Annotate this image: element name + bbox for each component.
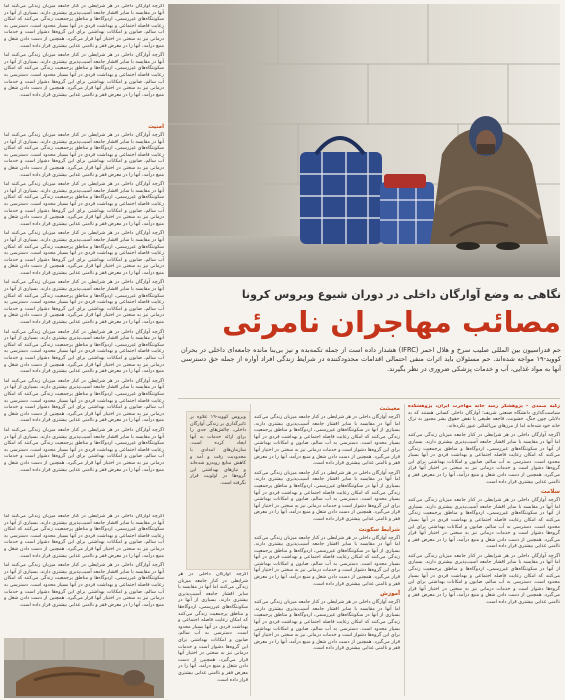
paragraph: اگرچه آوارگان داخلی در هر شرایطی در کنار جامعه میزبان زندگی می‌کنند اما آنها در مقایسه با سایر اقشار جامعه آسیب‌پذیری بیشتری دارند. بسیاری از آنها در سکونتگاه‌های غیررسمی، اردوگاه‌ها و مناطق پرجمعیت زندگی می‌کنند که امکان رعایت فاصله اجتماعی و بهداشت فردی در آنها بسیار محدود است. دسترسی به آب سالم، صابون و امکانات بهداشتی برای این گروه‌ها دشوار است و خدمات درمانی نیز به سختی در اختیار آنها قرار می‌گیرد. همچنین از دست دادن شغل و منبع درآمد، آنها را در معرض فقر و ناامنی غذایی بیشتری قرار داده است. [178,572,248,683]
paragraph: اگرچه آوارگان داخلی در هر شرایطی در کنار جامعه میزبان زندگی می‌کنند اما آنها در مقایسه با سایر اقشار جامعه آسیب‌پذیری بیشتری دارند. بسیاری از آنها در سکونتگاه‌های غیررسمی، اردوگاه‌ها و مناطق پرجمعیت زندگی می‌کنند که امکان رعایت فاصله اجتماعی و بهداشت فردی در آنها بسیار محدود است. دسترسی به آب سالم، صابون و امکانات بهداشتی برای این گروه‌ها دشوار است و خدمات درمانی نیز به سختی در اختیار آنها قرار می‌گیرد. همچنین از دست دادن شغل و منبع درآمد، آنها را در معرض فقر و ناامنی غذایی بیشتری قرار داده است. [4,329,164,375]
article-lead: حم قدراسیون بین المللی صلیب سرخ و هلال احمر (IFRC) هشدار داده است از جمله تکمه‌بده و نیز بی‌بنا مانده جامعه‌ای داخلی در بحران کووید-۱۹ مواجه شده‌اند. حم مسئولان باید اثرات منفی احتمالی اقدامات محدودکننده در شرایط زندگی افراد آواره از جمله حق دسترسی آنها به مواد غذایی، آب و خدمات پزشکی ضروری در نظر بگیرند. [181,346,561,373]
byline-text: سیاست‌گذاری دانشگاه صنعتی شریف؛ آوارگان داخلی کسانی هستند که به دلایلی چون جنگ، خشونت، فاجعه طبیعی یا نقض حقوق بشر مجبور به ترک خانه خود شده‌اند اما از مرزهای بین‌المللی عبور نکرده‌اند. [408,410,560,429]
person-on-street-image [4,638,164,698]
paragraph: اگرچه آوارگان داخلی در هر شرایطی در کنار جامعه میزبان زندگی می‌کنند اما آنها در مقایسه با سایر اقشار جامعه آسیب‌پذیری بیشتری دارند. بسیاری از آنها در سکونتگاه‌های غیررسمی، اردوگاه‌ها و مناطق پرجمعیت زندگی می‌کنند که امکان رعایت فاصله اجتماعی و بهداشت فردی در آنها بسیار محدود است. دسترسی به آب سالم، صابون و امکانات بهداشتی برای این گروه‌ها دشوار است و خدمات درمانی نیز به سختی در اختیار آنها قرار می‌گیرد. همچنین از دست دادن شغل و منبع درآمد، آنها را در معرض فقر و ناامنی غذایی بیشتری قرار داده است. [254,535,400,587]
homeless-man-image [168,4,560,277]
paragraph: اگرچه آوارگان داخلی در هر شرایطی در کنار جامعه میزبان زندگی می‌کنند اما آنها در مقایسه با سایر اقشار جامعه آسیب‌پذیری بیشتری دارند. بسیاری از آنها در سکونتگاه‌های غیررسمی، اردوگاه‌ها و مناطق پرجمعیت زندگی می‌کنند که امکان رعایت فاصله اجتماعی و بهداشت فردی در آنها بسیار محدود است. دسترسی به آب سالم، صابون و امکانات بهداشتی برای این گروه‌ها دشوار است و خدمات درمانی نیز به سختی در اختیار آنها قرار می‌گیرد. همچنین از دست دادن شغل و منبع درآمد، آنها را در معرض فقر و ناامنی غذایی بیشتری قرار داده است. [4,427,164,473]
byline-author: زکیه صمدی – پژوهشگر رسد خانه مهاجرت ایران، پژوهشکده [408,404,560,409]
sidebar-text [187,412,249,568]
paragraph: اگرچه آوارگان داخلی در هر شرایطی در کنار جامعه میزبان زندگی می‌کنند اما آنها در مقایسه با سایر اقشار جامعه آسیب‌پذیری بیشتری دارند. بسیاری از آنها در سکونتگاه‌های غیررسمی، اردوگاه‌ها و مناطق پرجمعیت زندگی می‌کنند که امکان رعایت فاصله اجتماعی و بهداشت فردی در آنها بسیار محدود است. دسترسی به آب سالم، صابون و امکانات بهداشتی برای این گروه‌ها دشوار است و خدمات درمانی نیز به سختی در اختیار آنها قرار می‌گیرد. همچنین از دست دادن شغل و منبع درآمد، آنها را در معرض فقر و ناامنی غذایی بیشتری قرار داده است. [408,498,560,550]
divider-line [178,398,560,399]
center-left-column [178,572,248,698]
paragraph: اگرچه آوارگان داخلی در هر شرایطی در کنار جامعه میزبان زندگی می‌کنند اما آنها در مقایسه با سایر اقشار جامعه آسیب‌پذیری بیشتری دارند. بسیاری از آنها در سکونتگاه‌های غیررسمی، اردوگاه‌ها و مناطق پرجمعیت زندگی می‌کنند که امکان رعایت فاصله اجتماعی و بهداشت فردی در آنها بسیار محدود است. دسترسی به آب سالم، صابون و امکانات بهداشتی برای این گروه‌ها دشوار است و خدمات درمانی نیز به سختی در اختیار آنها قرار می‌گیرد. همچنین از دست دادن شغل و منبع درآمد، آنها را در معرض فقر و ناامنی غذایی بیشتری قرار داده است. [254,415,400,467]
paragraph: اگرچه آوارگان داخلی در هر شرایطی در کنار جامعه میزبان زندگی می‌کنند اما آنها در مقایسه با سایر اقشار جامعه آسیب‌پذیری بیشتری دارند. بسیاری از آنها در سکونتگاه‌های غیررسمی، اردوگاه‌ها و مناطق پرجمعیت زندگی می‌کنند که امکان رعایت فاصله اجتماعی و بهداشت فردی در آنها بسیار محدود است. دسترسی به آب سالم، صابون و امکانات بهداشتی برای این گروه‌ها دشوار است و خدمات درمانی نیز به سختی در اختیار آنها قرار می‌گیرد. همچنین از دست دادن شغل و منبع درآمد، آنها را در معرض فقر و ناامنی غذایی بیشتری قرار داده است. [4,514,164,559]
right-column [408,404,560,698]
paragraph: اگرچه آوارگان داخلی در هر شرایطی در کنار جامعه میزبان زندگی می‌کنند اما آنها در مقایسه با سایر اقشار جامعه آسیب‌پذیری بیشتری دارند. بسیاری از آنها در سکونتگاه‌های غیررسمی، اردوگاه‌ها و مناطق پرجمعیت زندگی می‌کنند که امکان رعایت فاصله اجتماعی و بهداشت فردی در آنها بسیار محدود است. دسترسی به آب سالم، صابون و امکانات بهداشتی برای این گروه‌ها دشوار است و خدمات درمانی نیز به سختی در اختیار آنها قرار می‌گیرد. همچنین از دست دادن شغل و منبع درآمد، آنها را در معرض فقر و ناامنی غذایی بیشتری قرار داده است. [4,4,164,49]
paragraph: اگرچه آوارگان داخلی در هر شرایطی در کنار جامعه میزبان زندگی می‌کنند اما آنها در مقایسه با سایر اقشار جامعه آسیب‌پذیری بیشتری دارند. بسیاری از آنها در سکونتگاه‌های غیررسمی، اردوگاه‌ها و مناطق پرجمعیت زندگی می‌کنند که امکان رعایت فاصله اجتماعی و بهداشت فردی در آنها بسیار محدود است. دسترسی به آب سالم، صابون و امکانات بهداشتی برای این گروه‌ها دشوار است و خدمات درمانی نیز به سختی در اختیار آنها قرار می‌گیرد. همچنین از دست دادن شغل و منبع درآمد، آنها را در معرض فقر و ناامنی غذایی بیشتری قرار داده است. [4,378,164,424]
paragraph: اگرچه آوارگان داخلی در هر شرایطی در کنار جامعه میزبان زندگی می‌کنند اما آنها در مقایسه با سایر اقشار جامعه آسیب‌پذیری بیشتری دارند. بسیاری از آنها در سکونتگاه‌های غیررسمی، اردوگاه‌ها و مناطق پرجمعیت زندگی می‌کنند که امکان رعایت فاصله اجتماعی و بهداشت فردی در آنها بسیار محدود است. دسترسی به آب سالم، صابون و امکانات بهداشتی برای این گروه‌ها دشوار است و خدمات درمانی نیز به سختی در اختیار آنها قرار می‌گیرد. همچنین از دست دادن شغل و منبع درآمد، آنها را در معرض فقر و ناامنی غذایی بیشتری قرار داده است. [4,280,164,326]
left-column-mid [4,122,164,512]
byline [408,404,560,430]
section-heading-security: امنیت [148,124,164,130]
article-kicker: نگاهی به وضع آوارگان داخلی در دوران شیوع ویروس کرونا [241,288,561,301]
paragraph: اگرچه آوارگان داخلی در هر شرایطی در کنار جامعه میزبان زندگی می‌کنند اما آنها در مقایسه با سایر اقشار جامعه آسیب‌پذیری بیشتری دارند. بسیاری از آنها در سکونتگاه‌های غیررسمی، اردوگاه‌ها و مناطق پرجمعیت زندگی می‌کنند که امکان رعایت فاصله اجتماعی و بهداشت فردی در آنها بسیار محدود است. دسترسی به آب سالم، صابون و امکانات بهداشتی برای این گروه‌ها دشوار است و خدمات درمانی نیز به سختی در اختیار آنها قرار می‌گیرد. همچنین از دست دادن شغل و منبع درآمد، آنها را در معرض فقر و ناامنی غذایی بیشتری قرار داده است. [4,133,164,178]
column-rule [404,404,405,696]
paragraph: اگرچه آوارگان داخلی در هر شرایطی در کنار جامعه میزبان زندگی می‌کنند اما آنها در مقایسه با سایر اقشار جامعه آسیب‌پذیری بیشتری دارند. بسیاری از آنها در سکونتگاه‌های غیررسمی، اردوگاه‌ها و مناطق پرجمعیت زندگی می‌کنند که امکان رعایت فاصله اجتماعی و بهداشت فردی در آنها بسیار محدود است. دسترسی به آب سالم، صابون و امکانات بهداشتی برای این گروه‌ها دشوار است و خدمات درمانی نیز به سختی در اختیار آنها قرار می‌گیرد. همچنین از دست دادن شغل و منبع درآمد، آنها را در معرض فقر و ناامنی غذایی بیشتری قرار داده است. [4,53,164,98]
sidebar-box [186,411,250,570]
photo-person-lying [4,638,164,698]
paragraph: اگرچه آوارگان داخلی در هر شرایطی در کنار جامعه میزبان زندگی می‌کنند اما آنها در مقایسه با سایر اقشار جامعه آسیب‌پذیری بیشتری دارند. بسیاری از آنها در سکونتگاه‌های غیررسمی، اردوگاه‌ها و مناطق پرجمعیت زندگی می‌کنند که امکان رعایت فاصله اجتماعی و بهداشت فردی در آنها بسیار محدود است. دسترسی به آب سالم، صابون و امکانات بهداشتی برای این گروه‌ها دشوار است و خدمات درمانی نیز به سختی در اختیار آنها قرار می‌گیرد. همچنین از دست دادن شغل و منبع درآمد، آنها را در معرض فقر و ناامنی غذایی بیشتری قرار داده است. [408,553,560,606]
section-heading-health: سلامت [540,489,560,496]
left-column-top [4,4,164,120]
section-heading-livelihood: معیشت [379,406,400,412]
paragraph: اگرچه آوارگان داخلی در هر شرایطی در کنار جامعه میزبان زندگی می‌کنند اما آنها در مقایسه با سایر اقشار جامعه آسیب‌پذیری بیشتری دارند. بسیاری از آنها در سکونتگاه‌های غیررسمی، اردوگاه‌ها و مناطق پرجمعیت زندگی می‌کنند که امکان رعایت فاصله اجتماعی و بهداشت فردی در آنها بسیار محدود است. دسترسی به آب سالم، صابون و امکانات بهداشتی برای این گروه‌ها دشوار است و خدمات درمانی نیز به سختی در اختیار آنها قرار می‌گیرد. همچنین از دست دادن شغل و منبع درآمد، آنها را در معرض فقر و ناامنی غذایی بیشتری قرار داده است. [4,563,164,608]
paragraph: اگرچه آوارگان داخلی در هر شرایطی در کنار جامعه میزبان زندگی می‌کنند اما آنها در مقایسه با سایر اقشار جامعه آسیب‌پذیری بیشتری دارند. بسیاری از آنها در سکونتگاه‌های غیررسمی، اردوگاه‌ها و مناطق پرجمعیت زندگی می‌کنند که امکان رعایت فاصله اجتماعی و بهداشت فردی در آنها بسیار محدود است. دسترسی به آب سالم، صابون و امکانات بهداشتی برای این گروه‌ها دشوار است و خدمات درمانی نیز به سختی در اختیار آنها قرار می‌گیرد. همچنین از دست دادن شغل و منبع درآمد، آنها را در معرض فقر و ناامنی غذایی بیشتری قرار داده است. [254,600,400,652]
left-column-lower [4,514,164,634]
paragraph: اگرچه آوارگان داخلی در هر شرایطی در کنار جامعه میزبان زندگی می‌کنند اما آنها در مقایسه با سایر اقشار جامعه آسیب‌پذیری بیشتری دارند. بسیاری از آنها در سکونتگاه‌های غیررسمی، اردوگاه‌ها و مناطق پرجمعیت زندگی می‌کنند که امکان رعایت فاصله اجتماعی و بهداشت فردی در آنها بسیار محدود است. دسترسی به آب سالم، صابون و امکانات بهداشتی برای این گروه‌ها دشوار است و خدمات درمانی نیز به سختی در اختیار آنها قرار می‌گیرد. همچنین از دست دادن شغل و منبع درآمد، آنها را در معرض فقر و ناامنی غذایی بیشتری قرار داده است. [254,470,400,522]
middle-column [254,404,400,698]
column-rule [250,404,251,696]
photo-man-with-bags [168,4,560,277]
article-headline: مصائب مهاجران نامرئی [222,305,561,339]
section-heading-housing: شرایط سکونت [358,526,400,533]
section-heading-education: آموزش [380,591,400,598]
paragraph: اگرچه آوارگان داخلی در هر شرایطی در کنار جامعه میزبان زندگی می‌کنند اما آنها در مقایسه با سایر اقشار جامعه آسیب‌پذیری بیشتری دارند. بسیاری از آنها در سکونتگاه‌های غیررسمی، اردوگاه‌ها و مناطق پرجمعیت زندگی می‌کنند که امکان رعایت فاصله اجتماعی و بهداشت فردی در آنها بسیار محدود است. دسترسی به آب سالم، صابون و امکانات بهداشتی برای این گروه‌ها دشوار است و خدمات درمانی نیز به سختی در اختیار آنها قرار می‌گیرد. همچنین از دست دادن شغل و منبع درآمد، آنها را در معرض فقر و ناامنی غذایی بیشتری قرار داده است. [408,433,560,485]
paragraph: ویروس کووید-۱۹ علاوه بر تاثیرگذاری بر زندگی آوارگان داخلی، چالش‌های جدی را برای ارائه خدمات به آنها ایجاد کرده است. سازمان‌های امدادی با محدودیت رفت و آمد و کاهش منابع روبه‌رو شده‌اند و نیازهای بهداشتی این گروه‌ها در اولویت قرار نگرفته است. [189,415,246,486]
paragraph: اگرچه آوارگان داخلی در هر شرایطی در کنار جامعه میزبان زندگی می‌کنند اما آنها در مقایسه با سایر اقشار جامعه آسیب‌پذیری بیشتری دارند. بسیاری از آنها در سکونتگاه‌های غیررسمی، اردوگاه‌ها و مناطق پرجمعیت زندگی می‌کنند که امکان رعایت فاصله اجتماعی و بهداشت فردی در آنها بسیار محدود است. دسترسی به آب سالم، صابون و امکانات بهداشتی برای این گروه‌ها دشوار است و خدمات درمانی نیز به سختی در اختیار آنها قرار می‌گیرد. همچنین از دست دادن شغل و منبع درآمد، آنها را در معرض فقر و ناامنی غذایی بیشتری قرار داده است. [4,182,164,227]
paragraph: اگرچه آوارگان داخلی در هر شرایطی در کنار جامعه میزبان زندگی می‌کنند اما آنها در مقایسه با سایر اقشار جامعه آسیب‌پذیری بیشتری دارند. بسیاری از آنها در سکونتگاه‌های غیررسمی، اردوگاه‌ها و مناطق پرجمعیت زندگی می‌کنند که امکان رعایت فاصله اجتماعی و بهداشت فردی در آنها بسیار محدود است. دسترسی به آب سالم، صابون و امکانات بهداشتی برای این گروه‌ها دشوار است و خدمات درمانی نیز به سختی در اختیار آنها قرار می‌گیرد. همچنین از دست دادن شغل و منبع درآمد، آنها را در معرض فقر و ناامنی غذایی بیشتری قرار داده است. [4,231,164,276]
